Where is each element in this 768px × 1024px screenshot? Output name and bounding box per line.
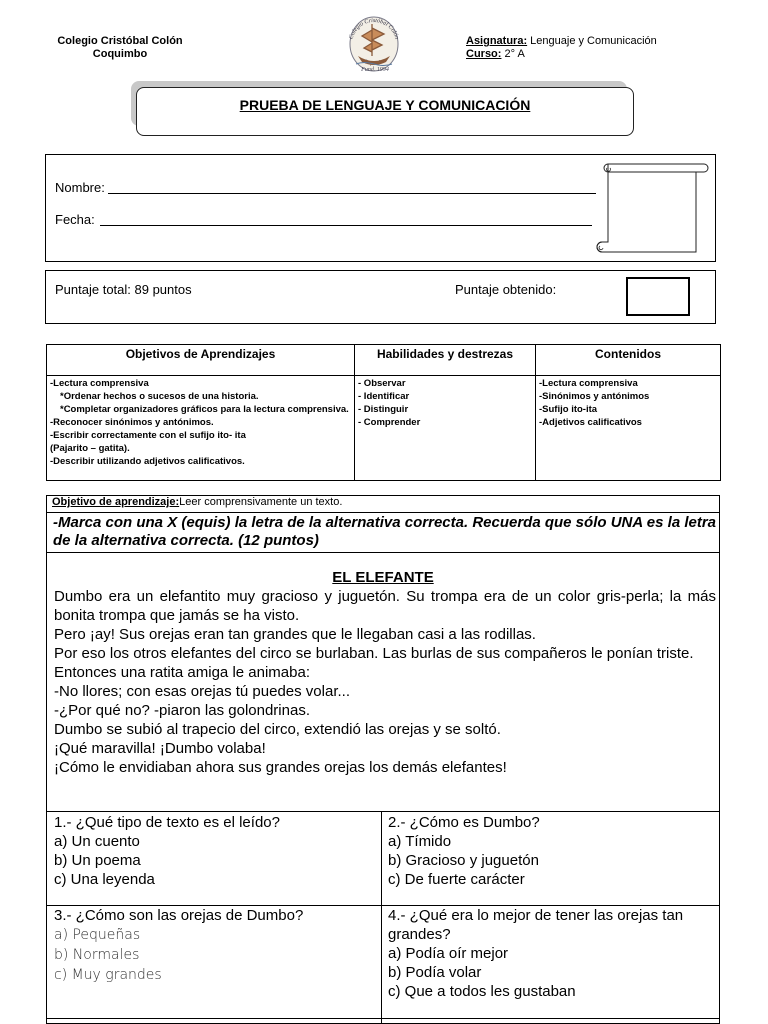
question-2 [388,813,716,889]
list-item: - Observar [358,378,406,389]
contents-cell [536,376,721,481]
school-name: Colegio Cristóbal Colón [57,35,183,47]
subject-info [466,35,657,61]
skills-cell [355,376,536,481]
subject-label: Asignatura: [466,35,528,47]
question-text: 4.- ¿Qué era lo mejor de tener las orejas tan grandes? [388,907,684,943]
option-c[interactable]: c) De fuerte carácter [388,871,525,888]
list-item: -Lectura comprensiva [539,378,638,389]
list-item: -Adjetivos calificativos [539,417,642,428]
obtained-score-field[interactable] [626,277,690,316]
obtained-score-label: Puntaje obtenido: [455,282,557,297]
logo-arc-text: Colegio Cristóbal Colón [348,17,400,41]
school-header [40,35,200,61]
page-title: PRUEBA DE LENGUAJE Y COMUNICACIÓN [239,97,531,113]
list-item: *Ordenar hechos o sucesos de una historia. [60,391,259,402]
contents-header: Contenidos [536,345,721,376]
list-item: - Comprender [358,417,421,428]
name-line[interactable] [108,180,596,194]
story-paragraph: Por eso los otros elefantes del circo se burlaban. Las burlas de sus compañeros le ponían triste. [54,645,694,662]
option-b[interactable]: b) Normales [54,947,140,963]
story-paragraph: Dumbo era un elefantito muy gracioso y juguetón. Su trompa era de un color gris-perla; la más bonita trompa que jamás se ha visto. [54,588,716,624]
list-item: - Distinguir [358,404,409,415]
story-title: EL ELEFANTE [332,569,434,586]
story-paragraph: -¿Por qué no? -piaron las golondrinas. [54,702,310,719]
option-c[interactable]: c) Muy grandes [54,967,162,983]
skills-header: Habilidades y destrezas [355,345,536,376]
objectives-table [46,344,721,481]
list-item: *Completar organizadores gráficos para la lectura comprensiva. [60,404,349,415]
story-text [54,587,716,777]
option-a[interactable]: a) Pequeñas [54,927,141,943]
list-item: -Sufijo ito-ita [539,404,598,415]
column-divider [381,811,382,1024]
question-1 [54,813,376,889]
school-city: Coquimbo [92,48,148,60]
list-item: -Reconocer sinónimos y antónimos. [50,417,214,428]
score-box [45,270,716,324]
story-paragraph: ¡Qué maravilla! ¡Dumbo volaba! [54,740,266,757]
objectives-cell [47,376,355,481]
option-c[interactable]: c) Que a todos les gustaban [388,983,576,1000]
question-text: 2.- ¿Cómo es Dumbo? [388,814,540,831]
question-3 [54,906,376,985]
date-label: Fecha: [55,212,95,227]
option-b[interactable]: b) Podía volar [388,964,482,981]
total-score: Puntaje total: 89 puntos [55,282,192,297]
list-item: -Lectura comprensiva [50,378,149,389]
course-label: Curso: [466,48,502,60]
learning-objective [46,495,720,513]
date-line[interactable] [100,212,592,226]
story-paragraph: Pero ¡ay! Sus orejas eran tan grandes que le llegaban casi a las rodillas. [54,626,536,643]
option-a[interactable]: a) Un cuento [54,833,140,850]
name-label: Nombre: [55,180,105,195]
logo-founded: Fund. 1994 [361,67,389,73]
instructions: -Marca con una X (equis) la letra de la alternativa correcta. Recuerda que sólo UNA es la letra de la alternativa correcta. (12 puntos) [53,514,717,549]
subject-value: Lenguaje y Comunicación [527,35,657,47]
list-item: -Describir utilizando adjetivos calificativos. [50,456,245,467]
learning-objective-label: Objetivo de aprendizaje: [52,496,180,508]
learning-objective-text: Leer comprensivamente un texto. [179,496,343,508]
option-a[interactable]: a) Podía oír mejor [388,945,509,962]
list-item: -Escribir correctamente con el sufijo ito- ita [50,430,246,441]
list-item: - Identificar [358,391,410,402]
divider [46,1018,720,1019]
divider [46,811,720,812]
question-4 [388,906,718,1001]
story-paragraph: Entonces una ratita amiga le animaba: [54,664,310,681]
option-b[interactable]: b) Gracioso y juguetón [388,852,539,869]
course-value: 2° A [501,48,525,60]
scroll-frame-icon [592,160,710,256]
list-item: -Sinónimos y antónimos [539,391,650,402]
list-item: (Pajarito – gatita). [50,443,130,454]
option-c[interactable]: c) Una leyenda [54,871,155,888]
divider [46,552,720,553]
objectives-header: Objetivos de Aprendizajes [47,345,355,376]
option-b[interactable]: b) Un poema [54,852,141,869]
story-paragraph: Dumbo se subió al trapecio del circo, extendió las orejas y se soltó. [54,721,501,738]
question-text: 3.- ¿Cómo son las orejas de Dumbo? [54,907,304,924]
story-paragraph: -No llores; con esas orejas tú puedes volar... [54,683,350,700]
option-a[interactable]: a) Tímido [388,833,452,850]
story-paragraph: ¡Cómo le envidiaban ahora sus grandes orejas los demás elefantes! [54,759,507,776]
question-text: 1.- ¿Qué tipo de texto es el leído? [54,814,280,831]
